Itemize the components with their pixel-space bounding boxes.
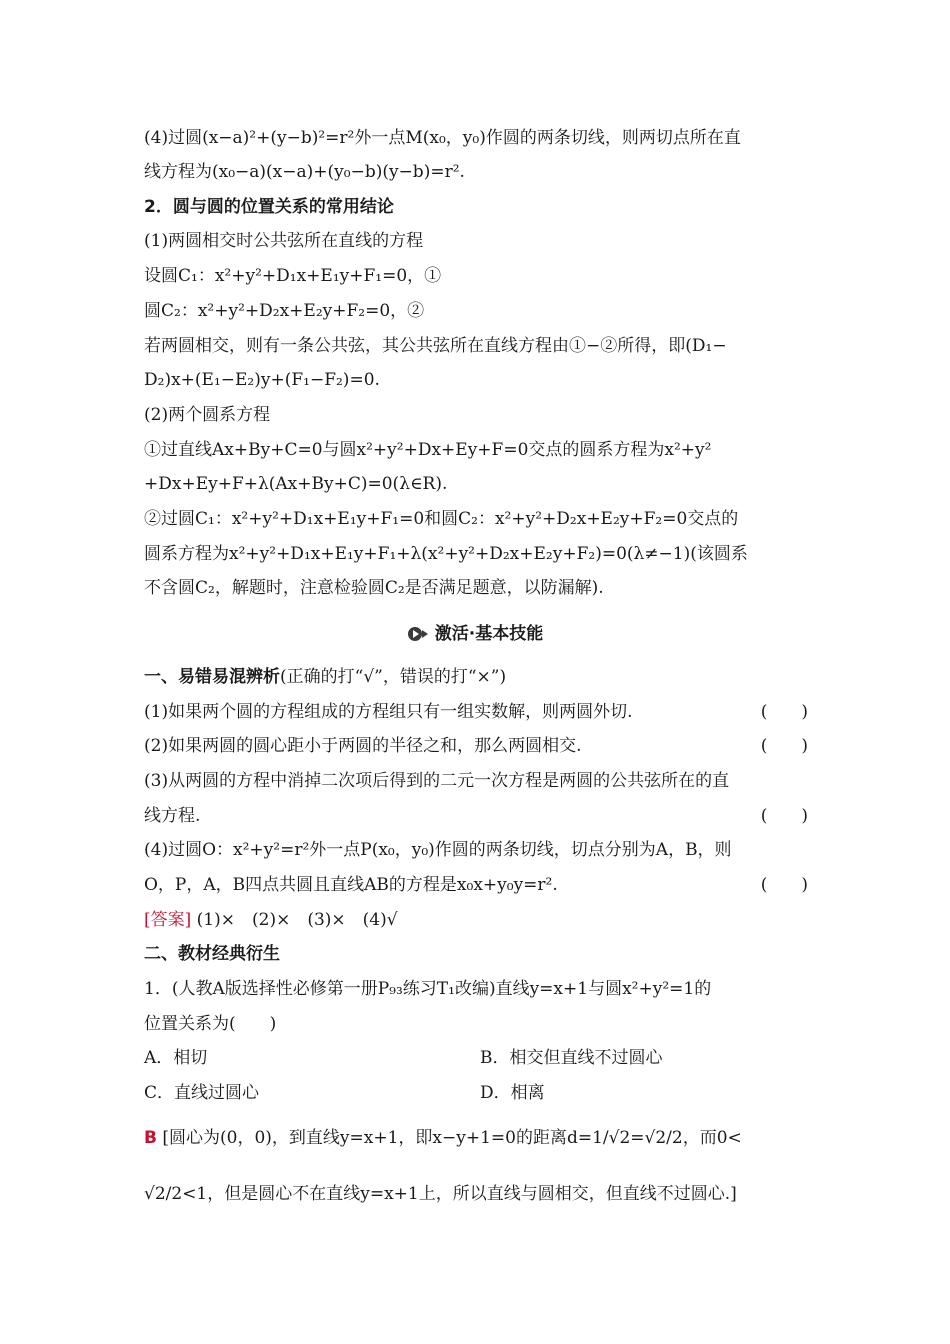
solution-answer-letter: B: [144, 1128, 157, 1148]
system1-line2: +Dx+Ey+F+λ(Ax+By+C)=0(λ∈R).: [144, 474, 448, 494]
knowledge-item4-line1: (4)过圆(x−a)²+(y−b)²=r²外一点M(x₀，y₀)作圆的两条切线，则两切点所在直: [144, 128, 741, 148]
judge-item-1: [144, 700, 808, 724]
system1-line1: ①过直线Ax+By+C=0与圆x²+y²+Dx+Ey+F=0交点的圆系方程为x²+y²: [144, 440, 712, 460]
judge-item-3-line1: (3)从两圆的方程中消掉二次项后得到的二元一次方程是两圆的公共弦所在的直: [144, 771, 730, 791]
common-chord-line2: D₂)x+(E₁−E₂)y+(F₁−F₂)=0.: [144, 370, 380, 390]
knowledge-item4-line2: 线方程为(x₀−a)(x−a)+(y₀−b)(y−b)=r².: [144, 162, 465, 182]
answer-blank-4[interactable]: ( ): [760, 875, 808, 895]
solution-line1: [144, 1126, 808, 1150]
judge-item-4: [144, 873, 808, 897]
option-a[interactable]: A．相切: [144, 1048, 208, 1068]
option-c[interactable]: C．直线过圆心: [144, 1083, 260, 1103]
play-circle-icon: [407, 626, 429, 642]
judge-item-4-line2: O，P，A，B四点共圆且直线AB的方程是x₀x+y₀y=r².: [144, 875, 558, 895]
heading-circle-circle: 2．圆与圆的位置关系的常用结论: [144, 197, 394, 217]
answer-text: (1)× (2)× (3)× (4)√: [191, 910, 398, 930]
system2-line3: 不含圆C₂，解题时，注意检验圆C₂是否满足题意，以防漏解).: [144, 578, 604, 598]
answer-line: [144, 908, 808, 932]
judge-item-4-line1: (4)过圆O：x²+y²=r²外一点P(x₀，y₀)作圆的两条切线，切点分别为A，B，则: [144, 840, 732, 860]
answer-blank-1[interactable]: ( ): [760, 702, 808, 722]
part1-heading-rest: (正确的打“√”，错误的打“×”): [280, 667, 507, 687]
judge-item-3-line2: 线方程.: [144, 806, 201, 826]
part2-heading: 二、教材经典衍生: [144, 944, 280, 964]
solution-text-1: [圆心为(0，0)，到直线y=x+1，即x−y+1=0的距离d=1/√2=√2/2，而0<: [156, 1128, 742, 1148]
judge-item-1-text: (1)如果两个圆的方程组成的方程组只有一组实数解，则两圆外切.: [144, 702, 633, 722]
exercise1-line2: 位置关系为( ): [144, 1014, 277, 1034]
answer-label: [答案]: [144, 910, 192, 930]
subheading-circle-systems: (2)两个圆系方程: [144, 405, 271, 425]
solution-line2: √2/2<1，但是圆心不在直线y=x+1上，所以直线与圆相交，但直线不过圆心.]: [144, 1184, 737, 1204]
answer-blank-3[interactable]: ( ): [760, 806, 808, 826]
equation-c1: 设圆C₁：x²+y²+D₁x+E₁y+F₁=0，①: [144, 266, 442, 286]
subheading-common-chord: (1)两圆相交时公共弦所在直线的方程: [144, 231, 424, 251]
common-chord-line1: 若两圆相交，则有一条公共弦，其公共弦所在直线方程由①−②所得，即(D₁−: [144, 336, 727, 356]
exercise1-line1: 1．(人教A版选择性必修第一册P₉₃练习T₁改编)直线y=x+1与圆x²+y²=1的: [144, 979, 712, 999]
answer-blank-2[interactable]: ( ): [760, 736, 808, 756]
system2-line2: 圆系方程为x²+y²+D₁x+E₁y+F₁+λ(x²+y²+D₂x+E₂y+F₂)=0(λ≠−1)(该圆系: [144, 544, 748, 564]
system2-line1: ②过圆C₁：x²+y²+D₁x+E₁y+F₁=0和圆C₂：x²+y²+D₂x+E₂y+F₂=0交点的: [144, 509, 739, 529]
judge-item-3: [144, 804, 808, 828]
section-title-text: 激活·基本技能: [434, 624, 544, 644]
equation-c2: 圆C₂：x²+y²+D₂x+E₂y+F₂=0，②: [144, 301, 425, 321]
option-b[interactable]: B．相交但直线不过圆心: [480, 1048, 663, 1068]
part1-heading-bold: 一、易错易混辨析: [144, 667, 280, 687]
part1-heading: [144, 665, 808, 689]
option-d[interactable]: D．相离: [480, 1083, 545, 1103]
judge-item-2: [144, 734, 808, 758]
section-title: [0, 622, 950, 646]
judge-item-2-text: (2)如果两圆的圆心距小于两圆的半径之和，那么两圆相交.: [144, 736, 582, 756]
